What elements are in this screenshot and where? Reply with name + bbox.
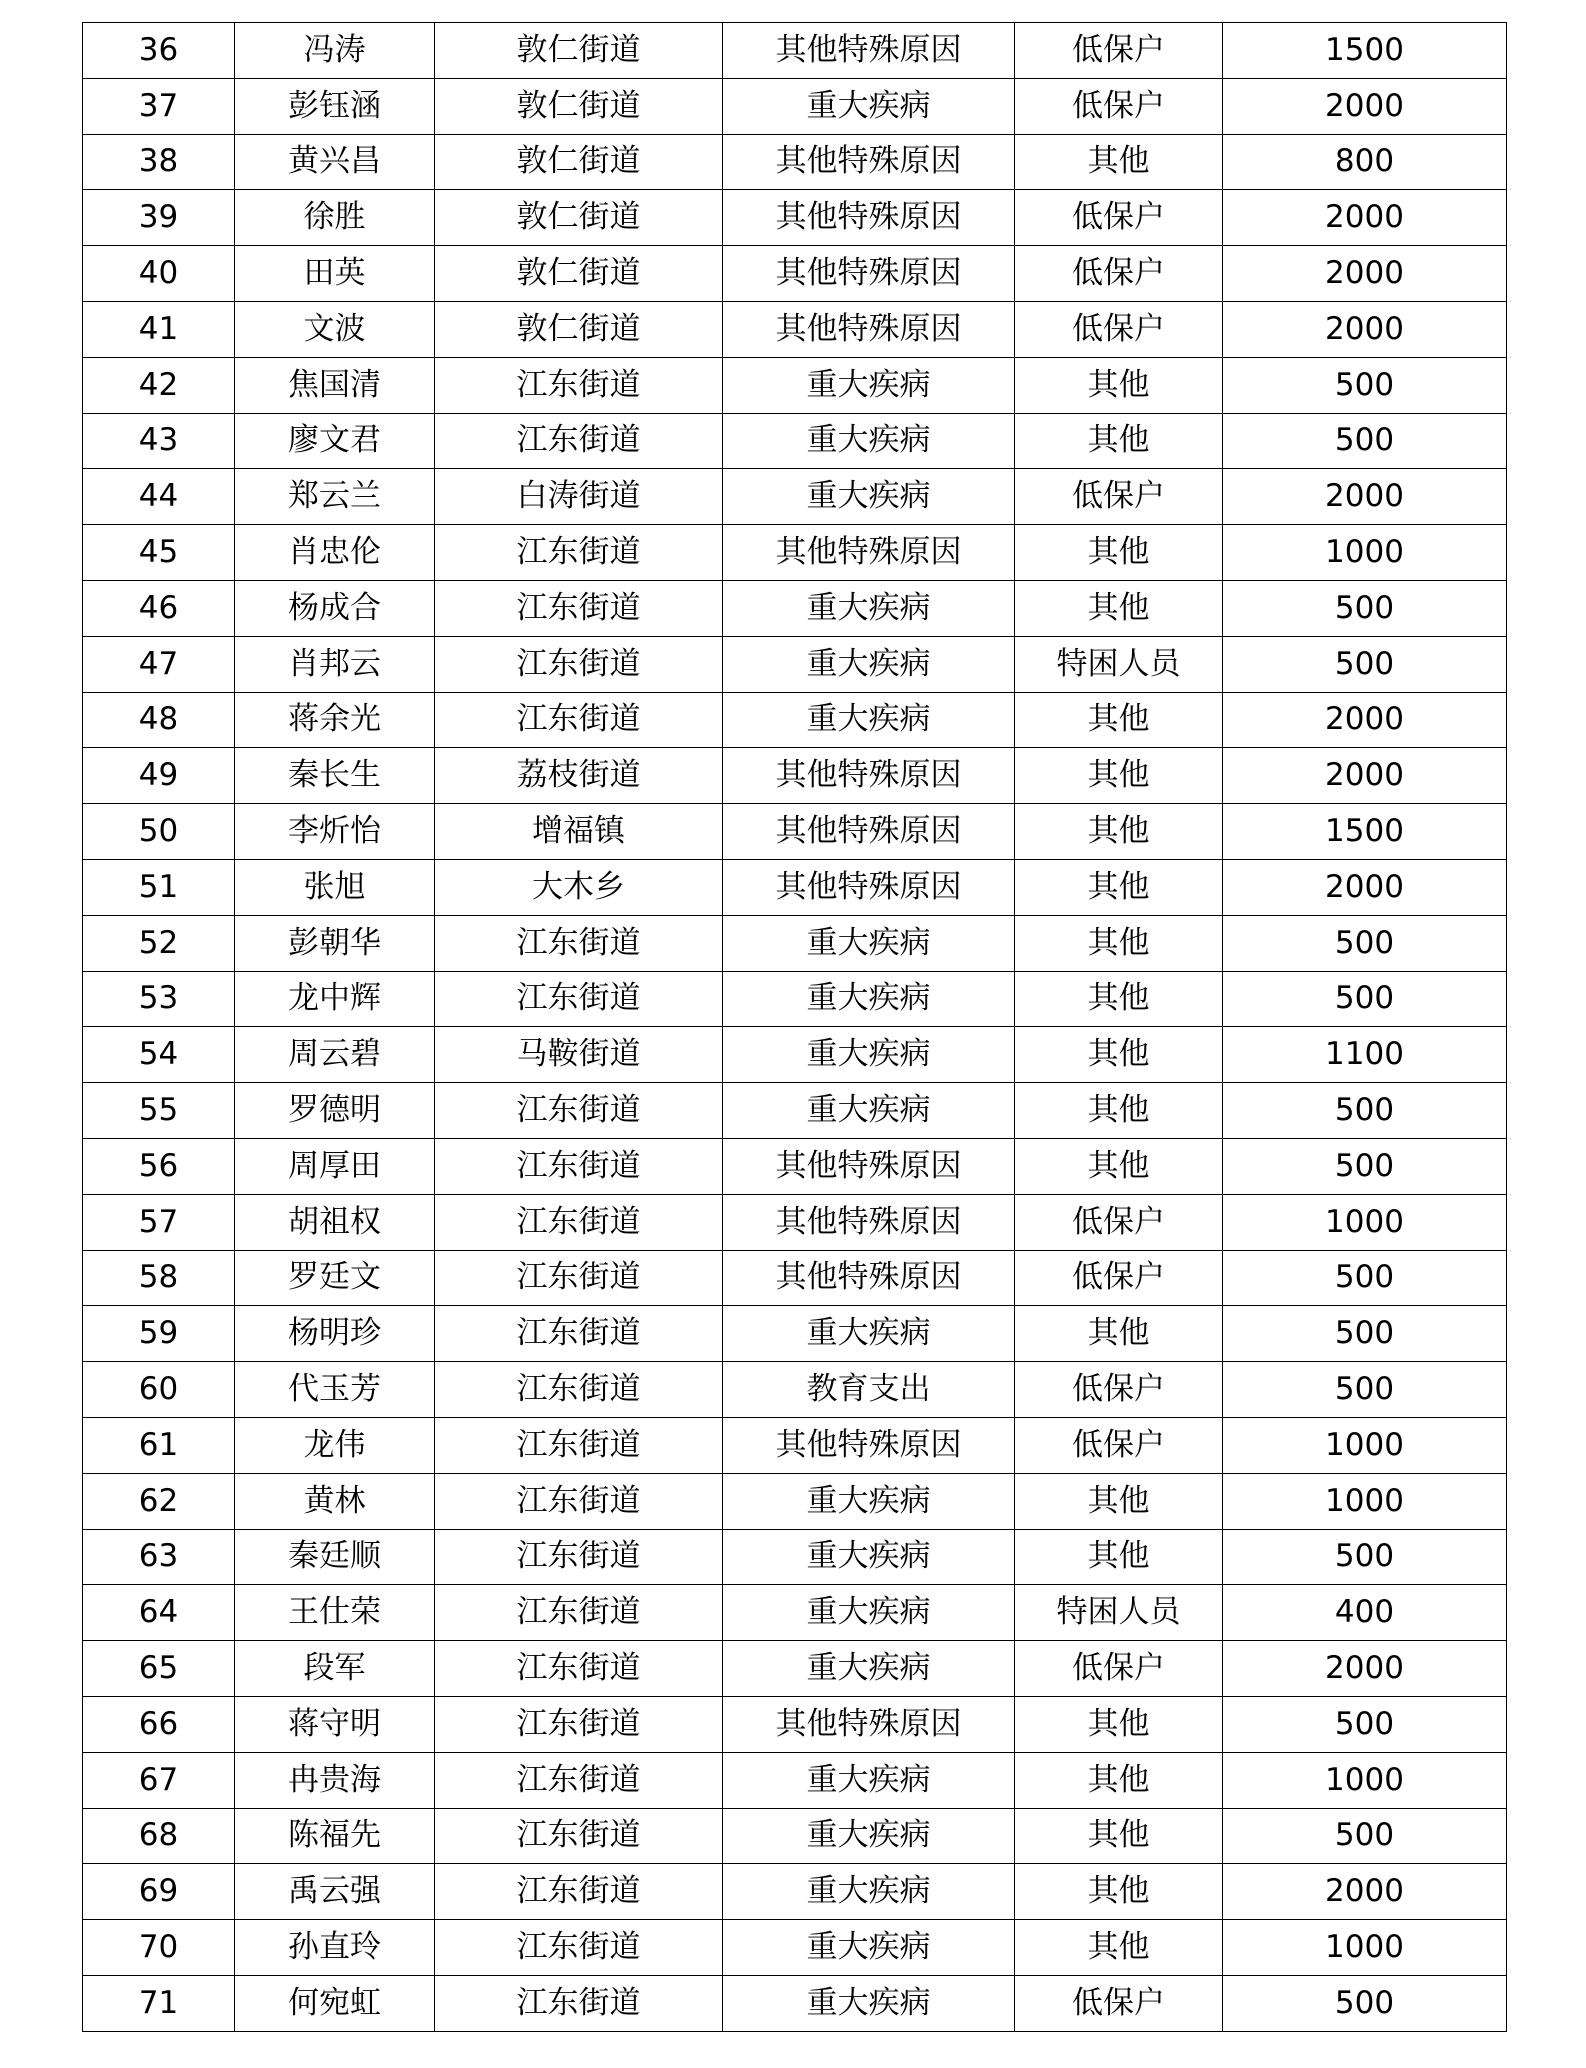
name-cell: 龙伟 — [235, 1417, 435, 1473]
category-cell: 低保户 — [1015, 301, 1223, 357]
street-cell: 江东街道 — [435, 1864, 723, 1920]
row-number-cell: 60 — [83, 1362, 235, 1418]
name-cell: 杨成合 — [235, 580, 435, 636]
street-cell: 敦仁街道 — [435, 190, 723, 246]
category-cell: 其他 — [1015, 1083, 1223, 1139]
reason-cell: 其他特殊原因 — [723, 859, 1015, 915]
table-row — [83, 301, 1507, 357]
table-row — [83, 413, 1507, 469]
category-cell: 其他 — [1015, 1808, 1223, 1864]
reason-cell: 重大疾病 — [723, 1306, 1015, 1362]
table-row — [83, 357, 1507, 413]
amount-cell: 1000 — [1223, 1920, 1507, 1976]
table-row — [83, 1083, 1507, 1139]
table-row — [83, 1696, 1507, 1752]
category-cell: 其他 — [1015, 525, 1223, 581]
table-row — [83, 580, 1507, 636]
table-row — [83, 1752, 1507, 1808]
category-cell: 其他 — [1015, 1529, 1223, 1585]
amount-cell: 500 — [1223, 1808, 1507, 1864]
row-number-cell: 61 — [83, 1417, 235, 1473]
street-cell: 敦仁街道 — [435, 78, 723, 134]
row-number-cell: 58 — [83, 1250, 235, 1306]
name-cell: 冉贵海 — [235, 1752, 435, 1808]
reason-cell: 重大疾病 — [723, 78, 1015, 134]
name-cell: 蒋守明 — [235, 1696, 435, 1752]
row-number-cell: 64 — [83, 1585, 235, 1641]
category-cell: 低保户 — [1015, 1194, 1223, 1250]
street-cell: 江东街道 — [435, 1752, 723, 1808]
street-cell: 江东街道 — [435, 636, 723, 692]
table-row — [83, 1975, 1507, 2031]
street-cell: 江东街道 — [435, 1696, 723, 1752]
reason-cell: 重大疾病 — [723, 1473, 1015, 1529]
category-cell: 特困人员 — [1015, 1585, 1223, 1641]
table-row — [83, 23, 1507, 79]
table-row — [83, 804, 1507, 860]
street-cell: 江东街道 — [435, 1808, 723, 1864]
amount-cell: 2000 — [1223, 246, 1507, 302]
reason-cell: 其他特殊原因 — [723, 804, 1015, 860]
street-cell: 江东街道 — [435, 1529, 723, 1585]
street-cell: 江东街道 — [435, 357, 723, 413]
amount-cell: 400 — [1223, 1585, 1507, 1641]
name-cell: 杨明珍 — [235, 1306, 435, 1362]
row-number-cell: 62 — [83, 1473, 235, 1529]
amount-cell: 500 — [1223, 1529, 1507, 1585]
reason-cell: 重大疾病 — [723, 1808, 1015, 1864]
row-number-cell: 69 — [83, 1864, 235, 1920]
table-row — [83, 1250, 1507, 1306]
table-row — [83, 190, 1507, 246]
row-number-cell: 51 — [83, 859, 235, 915]
table-row — [83, 1529, 1507, 1585]
category-cell: 低保户 — [1015, 190, 1223, 246]
amount-cell: 500 — [1223, 915, 1507, 971]
category-cell: 低保户 — [1015, 246, 1223, 302]
reason-cell: 教育支出 — [723, 1362, 1015, 1418]
street-cell: 江东街道 — [435, 1306, 723, 1362]
table-row — [83, 636, 1507, 692]
name-cell: 肖忠伦 — [235, 525, 435, 581]
table-row — [83, 915, 1507, 971]
table-row — [83, 1362, 1507, 1418]
amount-cell: 500 — [1223, 1696, 1507, 1752]
category-cell: 其他 — [1015, 357, 1223, 413]
category-cell: 低保户 — [1015, 1417, 1223, 1473]
name-cell: 秦长生 — [235, 748, 435, 804]
row-number-cell: 40 — [83, 246, 235, 302]
reason-cell: 重大疾病 — [723, 1083, 1015, 1139]
name-cell: 罗廷文 — [235, 1250, 435, 1306]
amount-cell: 500 — [1223, 357, 1507, 413]
amount-cell: 500 — [1223, 1975, 1507, 2031]
street-cell: 江东街道 — [435, 915, 723, 971]
name-cell: 徐胜 — [235, 190, 435, 246]
reason-cell: 重大疾病 — [723, 1864, 1015, 1920]
reason-cell: 其他特殊原因 — [723, 1250, 1015, 1306]
name-cell: 罗德明 — [235, 1083, 435, 1139]
name-cell: 何宛虹 — [235, 1975, 435, 2031]
table-row — [83, 1306, 1507, 1362]
table-row — [83, 748, 1507, 804]
name-cell: 禹云强 — [235, 1864, 435, 1920]
street-cell: 江东街道 — [435, 692, 723, 748]
table-row — [83, 859, 1507, 915]
name-cell: 陈福先 — [235, 1808, 435, 1864]
category-cell: 低保户 — [1015, 1250, 1223, 1306]
street-cell: 马鞍街道 — [435, 1027, 723, 1083]
row-number-cell: 68 — [83, 1808, 235, 1864]
name-cell: 张旭 — [235, 859, 435, 915]
street-cell: 白涛街道 — [435, 469, 723, 525]
table-row — [83, 1473, 1507, 1529]
name-cell: 孙直玲 — [235, 1920, 435, 1976]
table-row — [83, 246, 1507, 302]
amount-cell: 2000 — [1223, 748, 1507, 804]
reason-cell: 重大疾病 — [723, 1920, 1015, 1976]
reason-cell: 重大疾病 — [723, 971, 1015, 1027]
reason-cell: 其他特殊原因 — [723, 134, 1015, 190]
reason-cell: 重大疾病 — [723, 692, 1015, 748]
name-cell: 焦国清 — [235, 357, 435, 413]
name-cell: 龙中辉 — [235, 971, 435, 1027]
amount-cell: 1000 — [1223, 1417, 1507, 1473]
row-number-cell: 45 — [83, 525, 235, 581]
street-cell: 江东街道 — [435, 1083, 723, 1139]
street-cell: 敦仁街道 — [435, 246, 723, 302]
reason-cell: 其他特殊原因 — [723, 525, 1015, 581]
amount-cell: 500 — [1223, 1250, 1507, 1306]
category-cell: 其他 — [1015, 134, 1223, 190]
table-row — [83, 1027, 1507, 1083]
name-cell: 田英 — [235, 246, 435, 302]
amount-cell: 2000 — [1223, 692, 1507, 748]
name-cell: 段军 — [235, 1641, 435, 1697]
street-cell: 江东街道 — [435, 580, 723, 636]
name-cell: 黄林 — [235, 1473, 435, 1529]
street-cell: 江东街道 — [435, 1473, 723, 1529]
reason-cell: 重大疾病 — [723, 1641, 1015, 1697]
amount-cell: 500 — [1223, 1362, 1507, 1418]
row-number-cell: 39 — [83, 190, 235, 246]
street-cell: 江东街道 — [435, 1362, 723, 1418]
row-number-cell: 41 — [83, 301, 235, 357]
amount-cell: 1000 — [1223, 1473, 1507, 1529]
reason-cell: 重大疾病 — [723, 1027, 1015, 1083]
category-cell: 其他 — [1015, 1864, 1223, 1920]
amount-cell: 2000 — [1223, 1864, 1507, 1920]
amount-cell: 1000 — [1223, 525, 1507, 581]
table-row — [83, 971, 1507, 1027]
row-number-cell: 46 — [83, 580, 235, 636]
category-cell: 特困人员 — [1015, 636, 1223, 692]
row-number-cell: 38 — [83, 134, 235, 190]
name-cell: 文波 — [235, 301, 435, 357]
category-cell: 其他 — [1015, 915, 1223, 971]
table-row — [83, 525, 1507, 581]
reason-cell: 重大疾病 — [723, 636, 1015, 692]
row-number-cell: 36 — [83, 23, 235, 79]
name-cell: 冯涛 — [235, 23, 435, 79]
category-cell: 低保户 — [1015, 1362, 1223, 1418]
amount-cell: 800 — [1223, 134, 1507, 190]
amount-cell: 1000 — [1223, 1752, 1507, 1808]
street-cell: 江东街道 — [435, 1194, 723, 1250]
reason-cell: 其他特殊原因 — [723, 1417, 1015, 1473]
reason-cell: 重大疾病 — [723, 1975, 1015, 2031]
street-cell: 江东街道 — [435, 1641, 723, 1697]
amount-cell: 2000 — [1223, 1641, 1507, 1697]
row-number-cell: 55 — [83, 1083, 235, 1139]
amount-cell: 500 — [1223, 1138, 1507, 1194]
table-row — [83, 1417, 1507, 1473]
amount-cell: 500 — [1223, 636, 1507, 692]
category-cell: 低保户 — [1015, 1641, 1223, 1697]
category-cell: 低保户 — [1015, 1975, 1223, 2031]
amount-cell: 500 — [1223, 1306, 1507, 1362]
street-cell: 增福镇 — [435, 804, 723, 860]
amount-cell: 1500 — [1223, 804, 1507, 860]
name-cell: 王仕荣 — [235, 1585, 435, 1641]
reason-cell: 其他特殊原因 — [723, 301, 1015, 357]
street-cell: 敦仁街道 — [435, 134, 723, 190]
table-row — [83, 1808, 1507, 1864]
reason-cell: 其他特殊原因 — [723, 190, 1015, 246]
table-row — [83, 692, 1507, 748]
reason-cell: 其他特殊原因 — [723, 1696, 1015, 1752]
row-number-cell: 52 — [83, 915, 235, 971]
street-cell: 江东街道 — [435, 1138, 723, 1194]
amount-cell: 2000 — [1223, 190, 1507, 246]
category-cell: 其他 — [1015, 859, 1223, 915]
category-cell: 其他 — [1015, 971, 1223, 1027]
amount-cell: 500 — [1223, 413, 1507, 469]
row-number-cell: 43 — [83, 413, 235, 469]
row-number-cell: 44 — [83, 469, 235, 525]
street-cell: 江东街道 — [435, 971, 723, 1027]
reason-cell: 重大疾病 — [723, 580, 1015, 636]
row-number-cell: 37 — [83, 78, 235, 134]
category-cell: 其他 — [1015, 1306, 1223, 1362]
name-cell: 彭朝华 — [235, 915, 435, 971]
row-number-cell: 57 — [83, 1194, 235, 1250]
name-cell: 胡祖权 — [235, 1194, 435, 1250]
amount-cell: 500 — [1223, 1083, 1507, 1139]
name-cell: 黄兴昌 — [235, 134, 435, 190]
row-number-cell: 59 — [83, 1306, 235, 1362]
street-cell: 江东街道 — [435, 1417, 723, 1473]
reason-cell: 重大疾病 — [723, 915, 1015, 971]
reason-cell: 重大疾病 — [723, 1585, 1015, 1641]
amount-cell: 500 — [1223, 971, 1507, 1027]
row-number-cell: 66 — [83, 1696, 235, 1752]
street-cell: 江东街道 — [435, 1975, 723, 2031]
row-number-cell: 50 — [83, 804, 235, 860]
category-cell: 其他 — [1015, 748, 1223, 804]
row-number-cell: 48 — [83, 692, 235, 748]
row-number-cell: 42 — [83, 357, 235, 413]
street-cell: 荔枝街道 — [435, 748, 723, 804]
name-cell: 代玉芳 — [235, 1362, 435, 1418]
name-cell: 肖邦云 — [235, 636, 435, 692]
reason-cell: 重大疾病 — [723, 357, 1015, 413]
name-cell: 彭钰涵 — [235, 78, 435, 134]
reason-cell: 重大疾病 — [723, 413, 1015, 469]
category-cell: 其他 — [1015, 1752, 1223, 1808]
name-cell: 秦廷顺 — [235, 1529, 435, 1585]
name-cell: 廖文君 — [235, 413, 435, 469]
reason-cell: 重大疾病 — [723, 1752, 1015, 1808]
reason-cell: 其他特殊原因 — [723, 1138, 1015, 1194]
row-number-cell: 71 — [83, 1975, 235, 2031]
street-cell: 大木乡 — [435, 859, 723, 915]
category-cell: 其他 — [1015, 804, 1223, 860]
amount-cell: 2000 — [1223, 78, 1507, 134]
street-cell: 江东街道 — [435, 1250, 723, 1306]
row-number-cell: 65 — [83, 1641, 235, 1697]
category-cell: 其他 — [1015, 1473, 1223, 1529]
name-cell: 郑云兰 — [235, 469, 435, 525]
table-row — [83, 1641, 1507, 1697]
table-row — [83, 1585, 1507, 1641]
category-cell: 其他 — [1015, 580, 1223, 636]
category-cell: 其他 — [1015, 1138, 1223, 1194]
category-cell: 低保户 — [1015, 23, 1223, 79]
amount-cell: 2000 — [1223, 859, 1507, 915]
category-cell: 其他 — [1015, 1920, 1223, 1976]
category-cell: 其他 — [1015, 1696, 1223, 1752]
category-cell: 低保户 — [1015, 78, 1223, 134]
street-cell: 敦仁街道 — [435, 23, 723, 79]
row-number-cell: 54 — [83, 1027, 235, 1083]
category-cell: 其他 — [1015, 692, 1223, 748]
row-number-cell: 67 — [83, 1752, 235, 1808]
table-row — [83, 134, 1507, 190]
reason-cell: 其他特殊原因 — [723, 748, 1015, 804]
amount-cell: 2000 — [1223, 469, 1507, 525]
table-row — [83, 78, 1507, 134]
name-cell: 蒋余光 — [235, 692, 435, 748]
records-table — [82, 22, 1507, 2032]
row-number-cell: 47 — [83, 636, 235, 692]
reason-cell: 重大疾病 — [723, 469, 1015, 525]
amount-cell: 1500 — [1223, 23, 1507, 79]
amount-cell: 500 — [1223, 580, 1507, 636]
name-cell: 周厚田 — [235, 1138, 435, 1194]
reason-cell: 重大疾病 — [723, 1529, 1015, 1585]
records-body — [83, 23, 1507, 2032]
table-row — [83, 1138, 1507, 1194]
row-number-cell: 49 — [83, 748, 235, 804]
row-number-cell: 63 — [83, 1529, 235, 1585]
street-cell: 江东街道 — [435, 525, 723, 581]
amount-cell: 2000 — [1223, 301, 1507, 357]
table-row — [83, 1194, 1507, 1250]
table-row — [83, 1920, 1507, 1976]
row-number-cell: 70 — [83, 1920, 235, 1976]
street-cell: 敦仁街道 — [435, 301, 723, 357]
row-number-cell: 56 — [83, 1138, 235, 1194]
reason-cell: 其他特殊原因 — [723, 1194, 1015, 1250]
name-cell: 李炘怡 — [235, 804, 435, 860]
amount-cell: 1000 — [1223, 1194, 1507, 1250]
category-cell: 其他 — [1015, 1027, 1223, 1083]
street-cell: 江东街道 — [435, 1920, 723, 1976]
table-row — [83, 1864, 1507, 1920]
table-row — [83, 469, 1507, 525]
category-cell: 低保户 — [1015, 469, 1223, 525]
reason-cell: 其他特殊原因 — [723, 246, 1015, 302]
street-cell: 江东街道 — [435, 1585, 723, 1641]
street-cell: 江东街道 — [435, 413, 723, 469]
category-cell: 其他 — [1015, 413, 1223, 469]
row-number-cell: 53 — [83, 971, 235, 1027]
name-cell: 周云碧 — [235, 1027, 435, 1083]
amount-cell: 1100 — [1223, 1027, 1507, 1083]
reason-cell: 其他特殊原因 — [723, 23, 1015, 79]
